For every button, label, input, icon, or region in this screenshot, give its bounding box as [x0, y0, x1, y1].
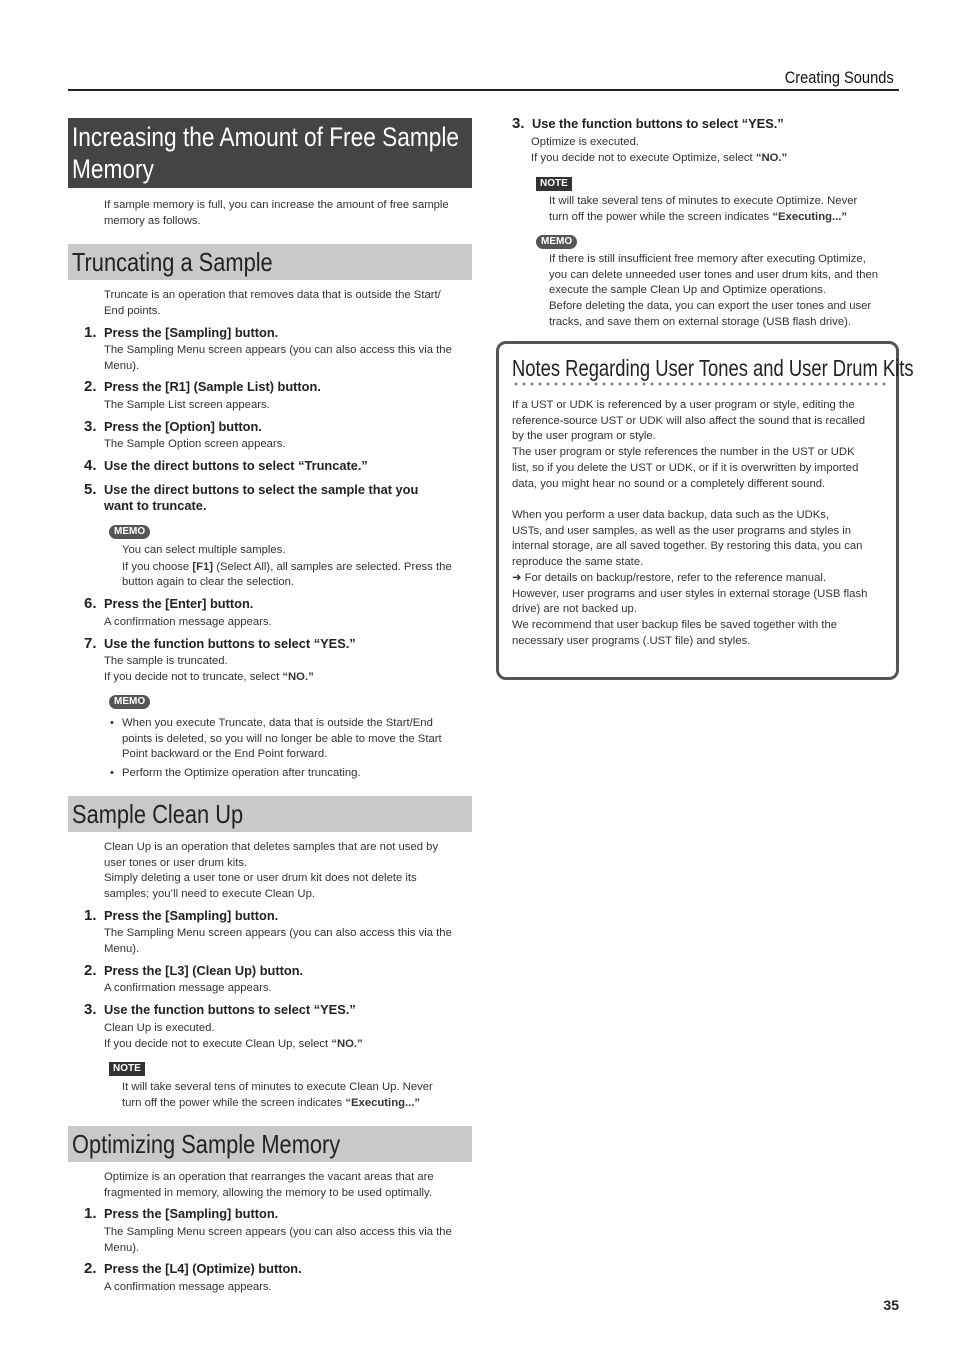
cleanup-step-1: 1. Press the [Sampling] button. — [84, 907, 279, 924]
optimize-intro: Optimize is an operation that rearranges the vacant areas that are fragmented in memory, allowing the memory to be used optimally. — [104, 1171, 434, 1199]
truncate-intro: Truncate is an operation that removes data that is outside the Start/ End points. — [104, 289, 441, 317]
cleanup-step-1-desc: The Sampling Menu screen appears (you can also access this via the Menu). — [104, 927, 452, 955]
intro-text: If sample memory is full, you can increase the amount of free sample memory as follows. — [104, 199, 449, 227]
cleanup-step-3-desc: Clean Up is executed. If you decide not to execute Clean Up, select “NO.” — [104, 1022, 363, 1050]
cleanup-note-text: It will take several tens of minutes to execute Clean Up. Never turn off the power while the screen indicates “Executing...” — [122, 1081, 433, 1109]
optimize-step-2: 2. Press the [L4] (Optimize) button. — [84, 1260, 302, 1277]
cleanup-step-2: 2. Press the [L3] (Clean Up) button. — [84, 962, 304, 979]
dotted-divider — [512, 382, 886, 386]
optimize-step-1-desc: The Sampling Menu screen appears (you can also access this via the Menu). — [104, 1226, 452, 1254]
page-number: 35 — [883, 1297, 899, 1313]
step-6-desc: A confirmation message appears. — [104, 616, 272, 628]
step-5: 5. Use the direct buttons to select the sample that you — [84, 481, 419, 498]
step-2: 2. Press the [R1] (Sample List) button. — [84, 378, 321, 395]
step-6: 6. Press the [Enter] button. — [84, 595, 254, 612]
main-heading: Increasing the Amount of Free Sample Memory — [68, 118, 472, 188]
memo-1-text: You can select multiple samples. If you choose [F1] (Select All), all samples are selected. Press the button again to clear the selection. — [122, 544, 452, 589]
note-badge: NOTE — [109, 1058, 145, 1076]
optimize-step-1: 1. Press the [Sampling] button. — [84, 1205, 279, 1222]
section-heading-cleanup: Sample Clean Up — [68, 796, 472, 832]
header-rule — [68, 89, 899, 91]
memo-badge: MEMO — [536, 231, 577, 249]
optimize-step-2-desc: A confirmation message appears. — [104, 1281, 272, 1293]
section-title: Creating Sounds — [785, 68, 894, 87]
optimize-step-3: 3. Use the function buttons to select “YES.” — [512, 115, 784, 132]
step-7-desc: The sample is truncated. If you decide not to truncate, select “NO.” — [104, 655, 314, 683]
optimize-note-text: It will take several tens of minutes to execute Optimize. Never turn off the power while the screen indicates “Executing...” — [549, 195, 858, 223]
optimize-step-3-desc: Optimize is executed. If you decide not to execute Optimize, select “NO.” — [531, 136, 788, 164]
step-3-desc: The Sample Option screen appears. — [104, 438, 286, 450]
step-4: 4. Use the direct buttons to select “Truncate.” — [84, 457, 368, 474]
cleanup-step-3: 3. Use the function buttons to select “YES.” — [84, 1001, 356, 1018]
step-2-desc: The Sample List screen appears. — [104, 399, 270, 411]
step-1-desc: The Sampling Menu screen appears (you can also access this via the Menu). — [104, 344, 452, 372]
arrow-right-icon: ➜ — [512, 571, 522, 584]
cleanup-intro: Clean Up is an operation that deletes samples that are not used by user tones or user drum kits. Simply deleting a user tone or user drum kit does not delete its samples; you’ll need to execute Clean Up. — [104, 841, 439, 901]
optimize-memo-text: If there is still insufficient free memory after executing Optimize, you can delete unneeded user tones and user drum kits, and then execute the sample Clean Up and Optimize operations. Before deleting the data, you can export the user tones and user tracks, and save them on external storage (USB flash drive). — [549, 253, 879, 328]
section-heading-optimize: Optimizing Sample Memory — [68, 1126, 472, 1162]
memo-badge: MEMO — [109, 691, 150, 709]
memo-badge: MEMO — [109, 521, 150, 539]
note-badge: NOTE — [536, 173, 572, 191]
cleanup-step-2-desc: A confirmation message appears. — [104, 982, 272, 994]
notes-box-title: Notes Regarding User Tones and User Drum Kits — [512, 355, 914, 381]
step-1: 1. Press the [Sampling] button. — [84, 324, 279, 341]
memo-2-bullets: • When you execute Truncate, data that is outside the Start/End points is deleted, so you will no longer be able to move the Start Point backward or the End Point forward. • Perform the Optimize operation after truncating. — [122, 716, 442, 782]
step-3: 3. Press the [Option] button. — [84, 418, 262, 435]
notes-para-2: When you perform a user data backup, data such as the UDKs, USTs, and user samples, as well as the user programs and styles in internal storage, are all saved together. By restoring this data, you can reproduce the same state. ➜ For details on backup/restore, refer to the reference manual. However, user programs and user styles in external storage (USB flash drive) are not backed up. We recommend that user backup files be saved together with the necessary user programs (.UST file) and styles. — [512, 509, 868, 647]
notes-para-1: If a UST or UDK is referenced by a user program or style, editing the reference-source UST or UDK will also affect the sound that is recalled by the user program or style. The user program or style references the number in the UST or UDK list, so if you delete the UST or UDK, or if it is overwritten by imported data, you might hear no sound or a completely different sound. — [512, 399, 866, 490]
step-7: 7. Use the function buttons to select “YES.” — [84, 635, 356, 652]
step-5-cont: want to truncate. — [104, 498, 207, 513]
section-heading-truncate: Truncating a Sample — [68, 244, 472, 280]
